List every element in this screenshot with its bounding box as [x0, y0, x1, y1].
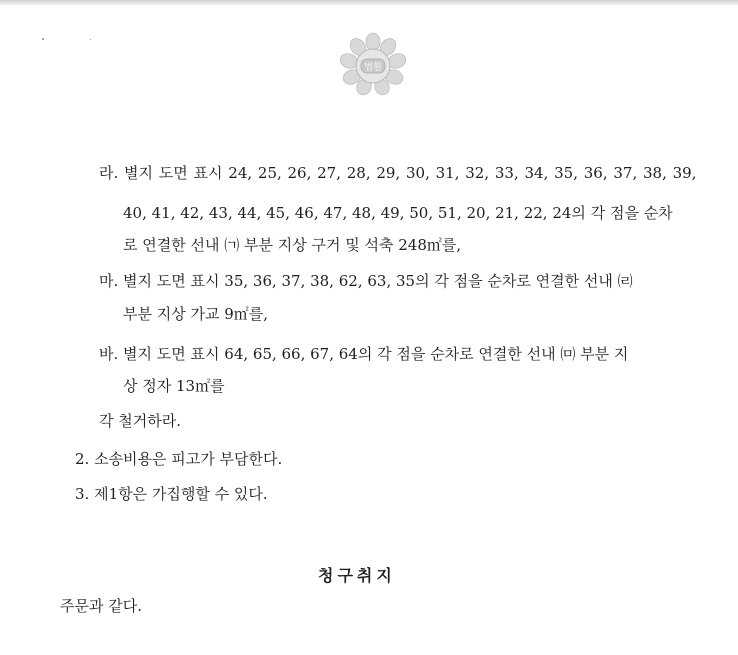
- section-body: 주문과 같다.: [60, 597, 142, 615]
- scan-speck: [90, 39, 91, 40]
- section-title: 청구취지: [318, 566, 396, 585]
- item-ba-line-2: 상 정자 13㎡를: [123, 377, 225, 395]
- item-ra-line-3: 로 연결한 선내 ㈀ 부분 지상 구거 및 석축 248㎡를,: [123, 236, 462, 254]
- court-seal-icon: [337, 32, 409, 96]
- numbered-item-2: 2. 소송비용은 피고가 부담한다.: [75, 450, 283, 468]
- court-seal-text: 법원: [364, 63, 382, 73]
- item-ba-line-1: 바. 별지 도면 표시 64, 65, 66, 67, 64의 각 점을 순차로 연결한 선내 ㈄ 부분 지: [99, 345, 629, 363]
- item-ma-line-1: 마. 별지 도면 표시 35, 36, 37, 38, 62, 63, 35의 각 점을 순차로 연결한 선내 ㈃: [99, 272, 633, 290]
- item-ra-line-2: 40, 41, 42, 43, 44, 45, 46, 47, 48, 49, 50, 51, 20, 21, 22, 24의 각 점을 순차: [123, 204, 673, 222]
- item-ra-line-1: 라. 별지 도면 표시 24, 25, 26, 27, 28, 29, 30, 31, 32, 33, 34, 35, 36, 37, 38, 39,: [99, 164, 697, 182]
- item-ma-line-2: 부분 지상 가교 9㎡를,: [123, 305, 269, 323]
- closing-text: 각 철거하라.: [99, 412, 181, 430]
- numbered-item-3: 3. 제1항은 가집행할 수 있다.: [75, 485, 268, 503]
- scan-speck: [42, 38, 44, 40]
- scan-shadow: [0, 0, 738, 6]
